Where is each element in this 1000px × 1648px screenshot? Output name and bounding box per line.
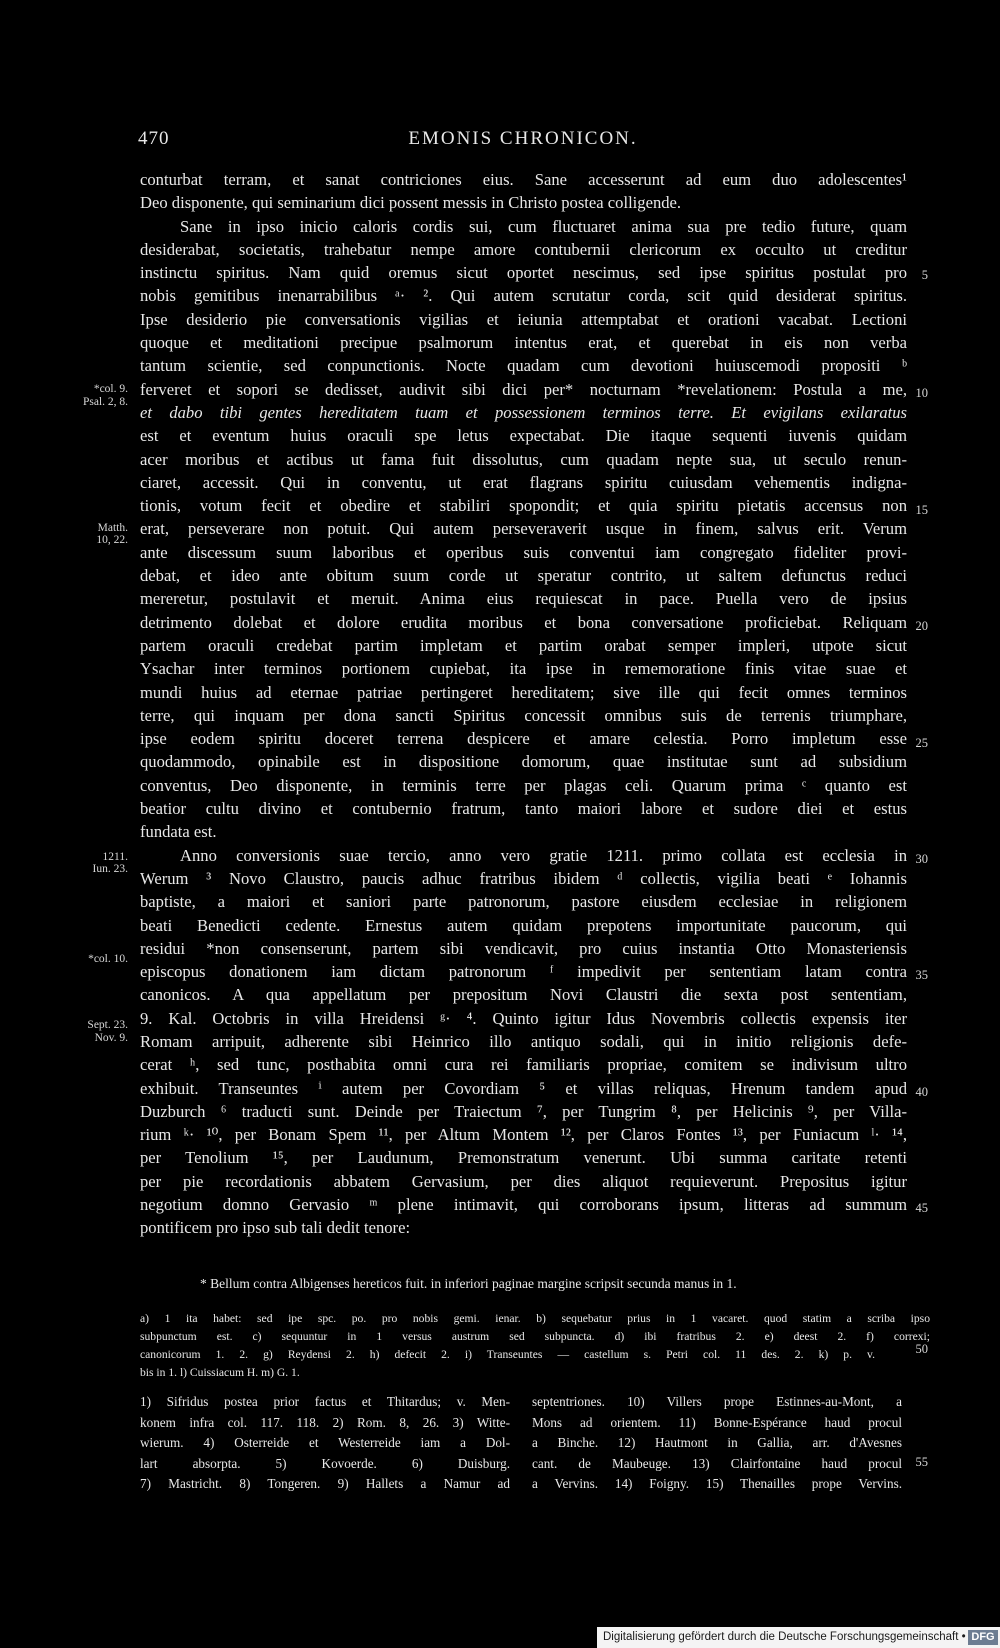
margin-note-matth-ref: 10, 22. bbox=[96, 534, 128, 546]
footnote-line: wierum. 4) Osterreide et Westerreide iam a Dol- bbox=[140, 1435, 510, 1450]
text-line: ante discessum suum laboribus et operibus suis conventui iam congregato fideliter provi- bbox=[140, 542, 907, 562]
page-header bbox=[138, 128, 908, 158]
margin-note-iun: Iun. 23. bbox=[92, 863, 128, 875]
text-line: erat, perseverare non potuit. Qui autem perseveraverit usque in finem, salvus erit. Verum bbox=[140, 519, 907, 539]
critical-apparatus bbox=[140, 1310, 930, 1382]
text-line: tantum scientie, sed conpunctionis. Nocte quadam cum devotioni huiuscemodi propositi ᵇ bbox=[140, 356, 907, 376]
footnote-line: a Vervins. 14) Foigny. 15) Thenailles prope Vervins. bbox=[532, 1476, 902, 1491]
margin-note-sept: Sept. 23. bbox=[87, 1019, 128, 1031]
line-number: 20 bbox=[915, 619, 928, 633]
text-line: conturbat terram, et sanat contriciones eius. Sane accesserunt ad eum duo adolescentes¹ bbox=[140, 170, 907, 189]
text-line: ferveret et sopori se dedisset, audivit sibi dici per* nocturnam *revelationem: Postula a me, bbox=[140, 379, 907, 399]
apparatus-line: a) 1 ita habet: sed ipe spc. po. pro nobis gemi. ienar. b) sequebatur prius in 1 vacaret. quod statim a scriba ipso bbox=[140, 1312, 930, 1325]
text-line: tionis, votum fecit et obedire et stabiliri spopondit; et quia spiritu pietatis accensus non bbox=[140, 496, 907, 516]
text-line: Werum ³ Novo Claustro, paucis adhuc fratribus ibidem ᵈ collectis, vigilia beati ᵉ Iohannis bbox=[140, 868, 907, 888]
line-number: 30 bbox=[915, 852, 928, 866]
margin-note-col10: *col. 10. bbox=[88, 953, 128, 965]
text-line: est et eventum huius oraculi spe letus expectabat. Die itaque sequenti iuvenis quidam bbox=[140, 426, 907, 446]
text-line: Ipse desiderio pie conversationis vigilias et ieiunia attemptabat et orationi vacabat. Lectioni bbox=[140, 309, 907, 329]
text-line: partem oraculi credebat partim impletam et partim orabat semper impleri, utpote sicut bbox=[140, 635, 907, 655]
text-line: rium ᵏ· ¹⁰, per Bonam Spem ¹¹, per Altum Montem ¹², per Claros Fontes ¹³, per Funiacum ˡ· ¹⁴, bbox=[140, 1125, 907, 1145]
running-title: EMONIS CHRONICON. bbox=[408, 128, 638, 149]
text-line: 9. Kal. Octobris in villa Hreidensi ᵍ· ⁴. Quinto igitur Idus Novembris collectis expensis iter bbox=[140, 1008, 907, 1028]
text-line: negotium domno Gervasio ᵐ plene intimavit, qui corroborans ipsum, litteras ad summum bbox=[140, 1195, 907, 1215]
text-line: Anno conversionis suae tercio, anno vero gratie 1211. primo collata est ecclesia in bbox=[180, 845, 907, 865]
line-number: 35 bbox=[915, 968, 928, 982]
text-line: Duzburch ⁶ traducti sunt. Deinde per Traiectum ⁷, per Tungrim ⁸, per Helicinis ⁹, per Villa- bbox=[140, 1101, 907, 1121]
text-line: Romam arripuit, adherente sibi Heinrico illo antiquo sodali, qui in initio religionis defe- bbox=[140, 1031, 907, 1051]
line-number: 5 bbox=[921, 268, 928, 282]
apparatus-line: subpunctum est. c) sequuntur in 1 versus austrum sed subpuncta. d) ibi fratribus 2. e) deest 2. f) correxi; bbox=[140, 1330, 930, 1343]
digitization-credit: Digitalisierung gefördert durch die Deutsche Forschungsgemeinschaft • bbox=[603, 1631, 966, 1643]
text-line: cerat ʰ, sed tunc, posthabita omni cura rei familiaris propriae, comitem se indivisum ultro bbox=[140, 1055, 907, 1075]
text-line: et dabo tibi gentes hereditatem tuam et possessionem terminos terre. Et evigilans exilaratus bbox=[140, 402, 907, 422]
text-line: debat, et ideo ante obitum suum corde ut speratur contrito, ut saltem defunctus reduci bbox=[140, 566, 907, 586]
footnote-line: lart absorpta. 5) Kovoerde. 6) Duisburg. bbox=[140, 1455, 510, 1471]
footnote-line: a Binche. 12) Hautmont in Gallia, arr. d'Avesnes bbox=[532, 1435, 902, 1450]
text-line: residui *non consenserunt, partem sibi vendicavit, pro cuius instantia Otto Monasteriensis bbox=[140, 938, 907, 958]
line-number: 55 bbox=[915, 1455, 928, 1469]
line-number: 40 bbox=[915, 1085, 928, 1099]
text-line: acer moribus et actibus ut fama fuit dissolutus, cum quadam nepte sua, ut seculo renun- bbox=[140, 449, 907, 469]
footnote-line: 1) Sifridus postea prior factus et Thitardus; v. Men- bbox=[140, 1394, 510, 1409]
margin-note-col9: *col. 9. bbox=[93, 383, 128, 395]
text-line: canonicos. A qua appellatum per prepositum Novi Claustri die sexta post sententiam, bbox=[140, 985, 907, 1005]
text-line: exhibuit. Transeuntes ⁱ autem per Covordiam ⁵ et villas reliquas, Hrenum tandem apud bbox=[140, 1078, 907, 1098]
text-line: Deo disponente, qui seminarium dici possent messis in Christo postea colligende. bbox=[140, 193, 682, 213]
line-number: 45 bbox=[915, 1201, 928, 1215]
text-line: beati Benedicti cedente. Ernestus autem quidam prepotens importunitate paucorum, qui bbox=[140, 915, 907, 935]
footnote-line: Mons ad orientem. 11) Bonne-Espérance haud procul bbox=[532, 1414, 902, 1430]
text-line: ciaret, accessit. Qui in conventu, ut erat flagrans spiritu cuiusdam vehementis indigna- bbox=[140, 472, 907, 492]
text-line: Ysachar inter terminos portionem cupiebat, ita ipse in rememoratione finis vitae suae et bbox=[140, 659, 907, 679]
text-line: quoque et meditationi precipue psalmorum intentus erat, et querebat in eis non verba bbox=[140, 333, 907, 353]
margin-note-nov: Nov. 9. bbox=[94, 1032, 128, 1044]
footnotes-left bbox=[140, 1392, 510, 1495]
line-number: 50 bbox=[915, 1342, 928, 1356]
footnote-line: konem infra col. 117. 118. 2) Rom. 8, 26. 3) Witte- bbox=[140, 1414, 510, 1430]
text-line: mundi huius ad eternae patriae pertingeret hereditatem; sive ille qui fecit omnes terminos bbox=[140, 682, 907, 702]
text-line: beatior cultu divino et contubernio fratrum, tanto maiori labore et sudore diei et estus bbox=[140, 799, 907, 819]
text-line: baptiste, a maiori et saniori parte patronorum, pastore eiusdem ecclesiae in religionem bbox=[140, 892, 907, 912]
footnotes-right bbox=[532, 1392, 902, 1495]
margin-note-matth: Matth. bbox=[97, 522, 128, 534]
bottom-note: * Bellum contra Albigenses hereticos fuit. in inferiori paginae margine scripsit secunda manus in 1. bbox=[200, 1276, 737, 1291]
footnote-line: 7) Mastricht. 8) Tongeren. 9) Hallets a Namur ad bbox=[140, 1476, 510, 1491]
footnote-line: cant. de Maubeuge. 13) Clairfontaine haud procul bbox=[532, 1455, 902, 1471]
line-number: 10 bbox=[915, 386, 928, 400]
main-text bbox=[140, 168, 907, 1240]
digitization-banner bbox=[597, 1627, 1000, 1648]
text-line: ipse eodem spiritu doceret terrena despicere et amare celestia. Porro impletum esse bbox=[140, 729, 907, 749]
text-line: quodammodo, opinabile est in dispositione domorum, quae institutae sunt ad subsidium bbox=[140, 752, 907, 772]
text-line: detrimento dolebat et dolore erudita moribus et bona conversatione proficiebat. Reliquam bbox=[140, 612, 907, 632]
text-line: conventus, Deo disponente, in terminis terre per plagas celi. Quarum prima ᶜ quanto est bbox=[140, 775, 907, 795]
text-line: pontificem pro ipso sub tali dedit tenore: bbox=[140, 1218, 411, 1238]
text-line: episcopus donationem iam dictam patronorum ᶠ impedivit per sententiam latam contra bbox=[140, 962, 907, 982]
line-number: 15 bbox=[915, 503, 928, 517]
apparatus-line: bis in 1. l) Cuissiacum H. m) G. 1. bbox=[140, 1366, 300, 1379]
line-number: 25 bbox=[915, 736, 928, 750]
text-line: terre, qui inquam per dona sancti Spiritus concessit omnibus suis de terrenis triumphare, bbox=[140, 705, 907, 725]
text-line: per pie recordationis abbatem Gervasium, per dies aliquot requieverunt. Prepositus igitur bbox=[140, 1171, 907, 1191]
page-number: 470 bbox=[138, 128, 170, 149]
text-line: fundata est. bbox=[140, 822, 217, 842]
margin-note-year: 1211. bbox=[102, 851, 128, 863]
text-line: Sane in ipso inicio caloris cordis sui, cum fluctuaret anima sua pre tedio future, quam bbox=[180, 216, 907, 236]
margin-note-psalm: Psal. 2, 8. bbox=[82, 396, 128, 408]
footnote-line: septentriones. 10) Villers prope Estinnes-au-Mont, a bbox=[532, 1394, 902, 1409]
dfg-logo: DFG bbox=[968, 1630, 998, 1645]
text-line: nobis gemitibus inenarrabilibus ᵃ· ². Qui autem scrutatur corda, scit quid desiderat spiritus. bbox=[140, 286, 907, 306]
text-line: desiderabat, societatis, trahebatur nempe amore contubernii clericorum ex occulto ut creditur bbox=[140, 239, 907, 259]
text-line: instinctu spiritus. Nam quid oremus sicut oportet nescimus, sed ipse spiritus postulat pro bbox=[140, 263, 907, 283]
text-line: mereretur, postulavit et meruit. Anima eius requiescat in pace. Puella vero de ipsius bbox=[140, 589, 907, 609]
text-line: per Tenolium ¹⁵, per Laudunum, Premonstratum venerunt. Ubi summa caritate retenti bbox=[140, 1148, 907, 1168]
apparatus-line: canonicorum 1. 2. g) Reydensi 2. h) defecit 2. i) Transeuntes — castellum s. Petri col. 11 des. 2. k) p. v. bbox=[140, 1348, 875, 1361]
